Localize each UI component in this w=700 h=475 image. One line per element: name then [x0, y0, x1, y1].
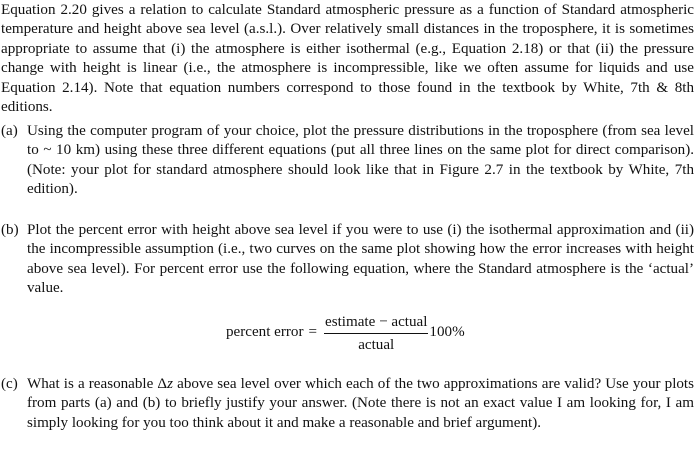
question-c-text: [27, 375, 694, 433]
delta-z-variable: z: [167, 376, 174, 392]
question-a: [1, 122, 694, 200]
question-a-text: Using the computer program of your choice, plot the pressure distributions in the troposphere (from sea level to ~ 10 km) using these three different equations (put all three lines on the same plot for direct comparison). (Note: your plot for standard atmosphere should look like that in Figure 2.7 in the textbook by White, 7th edition).: [27, 123, 694, 198]
question-c-text-start: What is a reasonable Δ: [27, 376, 168, 392]
formula-equals: =: [308, 324, 318, 341]
question-b: [1, 221, 694, 299]
percent-error-formula: [226, 311, 465, 355]
question-c-text-end: above sea level over which each of the two approximations are valid? Use your plots from parts (a) and (b) to briefly justify your answer. (Note there is not an exact value I am looking for, I am simply looking for you too think about it and make a reasonable and brief argument).: [27, 376, 694, 431]
formula-denominator: actual: [358, 336, 395, 353]
formula-multiplier: 100%: [429, 324, 465, 341]
formula-lhs: percent error: [226, 324, 304, 341]
question-b-marker: (b): [1, 222, 19, 238]
question-a-marker: (a): [1, 123, 18, 139]
formula-numerator: estimate − actual: [324, 312, 428, 334]
question-b-text: Plot the percent error with height above sea level if you were to use (i) the isothermal approximation and (ii) the incompressible assumption (i.e., two curves on the same plot showing how the error increases with height above sea level). For percent error use the following equation, where the Standard atmosphere is the ‘actual’ value.: [27, 222, 694, 297]
formula-fraction: [324, 312, 428, 355]
question-c: [1, 375, 694, 433]
question-c-marker: (c): [1, 376, 18, 392]
intro-paragraph: Equation 2.20 gives a relation to calculate Standard atmospheric pressure as a function of Standard atmospheric temperature and height above sea level (a.s.l.). Over relatively small distances in the troposphere, it is sometimes appropriate to assume that (i) the atmosphere is either isothermal (e.g., Equation 2.18) or that (ii) the pressure change with height is linear (i.e., the atmosphere is incompressible, like we often assume for liquids and use Equation 2.14). Note that equation numbers correspond to those found in the textbook by White, 7th & 8th editions.: [1, 2, 694, 116]
